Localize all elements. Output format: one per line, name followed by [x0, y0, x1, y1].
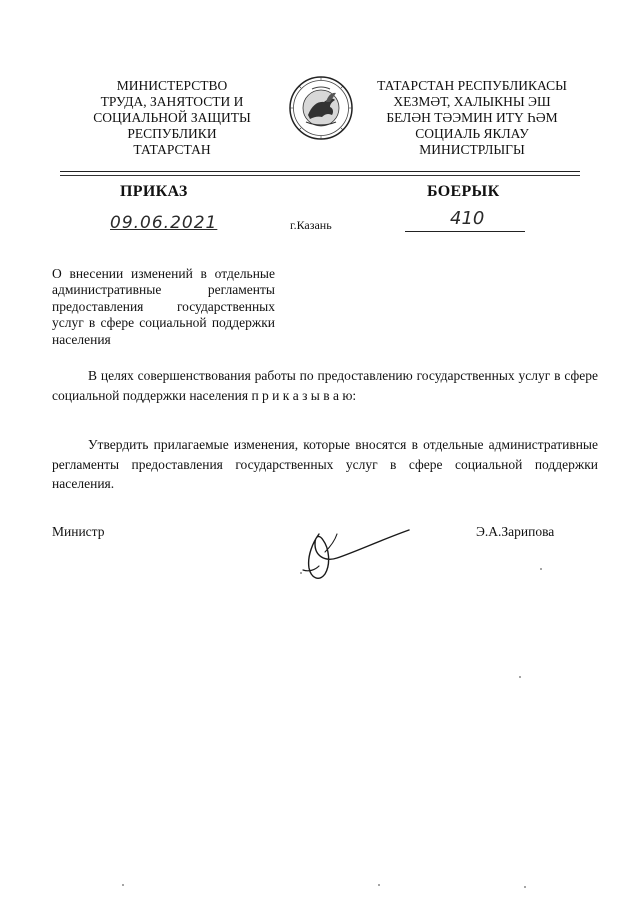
order-date: 09.06.2021 [110, 213, 218, 233]
scan-speck [378, 884, 380, 886]
order-city: г.Казань [290, 218, 332, 232]
header-divider-thin [60, 175, 580, 176]
handwritten-signature-icon [285, 512, 435, 592]
scan-speck [540, 568, 542, 570]
ministry-name-tt-line: ХЕЗМӘТ, ХАЛЫКНЫ ЭШ [393, 94, 551, 109]
order-subject: О внесении изменений в отдельные административные регламенты предоставления государственных услуг в сфере социальной поддержки населения [52, 266, 275, 347]
body-paragraph-purpose: В целях совершенствования работы по предоставлению государственных услуг в сфере социальной поддержки населения п р и к а з ы в а ю: [52, 368, 598, 403]
ministry-name-ru-line: МИНИСТЕРСТВО [116, 78, 228, 93]
scan-speck [519, 676, 521, 678]
ministry-name-ru-line: ТРУДА, ЗАНЯТОСТИ И [100, 94, 244, 109]
ministry-name-tt-line: БЕЛӘН ТӘЭМИН ИТҮ ҺӘМ [386, 110, 558, 125]
ministry-name-ru [74, 78, 270, 158]
ministry-name-tt [358, 78, 586, 158]
header-divider-thick [60, 171, 580, 172]
signatory-position: Министр [52, 524, 105, 539]
order-number: 410 [450, 208, 485, 229]
body-paragraph-resolution: Утвердить прилагаемые изменения, которые вносятся в отдельные административные регламенты предоставления государственных услуг в сфере социальной поддержки населения. [52, 437, 598, 491]
scan-speck [122, 884, 124, 886]
order-number-line [405, 231, 525, 232]
scan-speck [524, 886, 526, 888]
ministry-name-ru-line: РЕСПУБЛИКИ [127, 126, 217, 141]
scan-speck [300, 572, 302, 574]
ministry-name-tt-line: МИНИСТРЛЫГЫ [419, 142, 525, 157]
tatarstan-coat-of-arms-icon [288, 75, 354, 141]
ministry-name-tt-line: СОЦИАЛЬ ЯКЛАУ [415, 126, 529, 141]
order-title-tt: БОЕРЫК [427, 183, 500, 200]
ministry-name-ru-line: ТАТАРСТАН [133, 142, 211, 157]
order-title-ru: ПРИКАЗ [120, 183, 188, 200]
ministry-name-tt-line: ТАТАРСТАН РЕСПУБЛИКАСЫ [377, 78, 567, 93]
signatory-name: Э.А.Зарипова [476, 524, 555, 539]
ministry-name-ru-line: СОЦИАЛЬНОЙ ЗАЩИТЫ [93, 110, 251, 125]
